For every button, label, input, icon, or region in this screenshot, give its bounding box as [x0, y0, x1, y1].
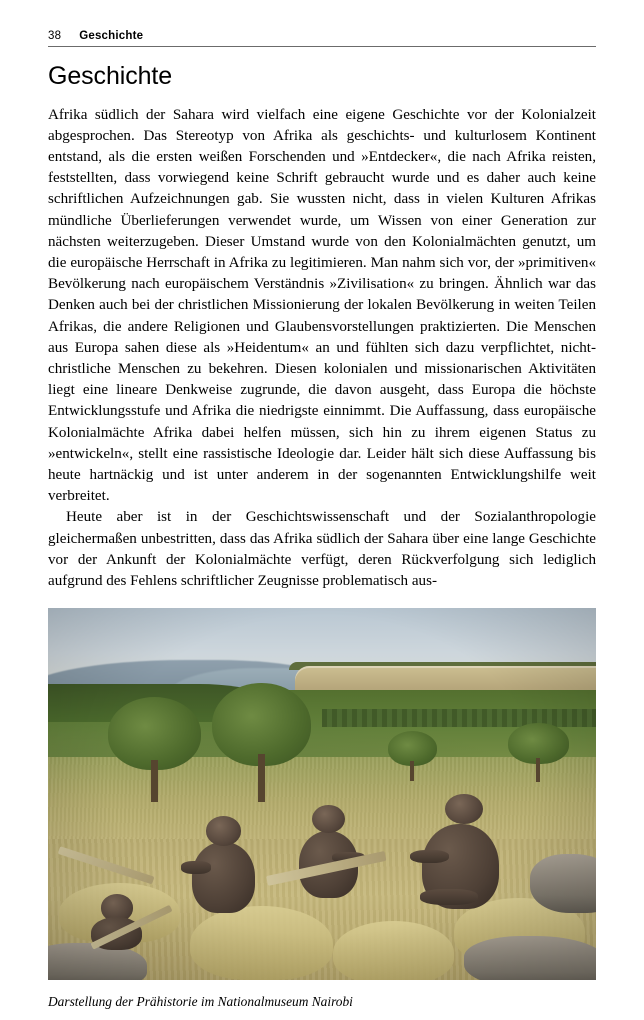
figure-caption: Darstellung der Prähistorie im Nationalmuseum Nairobi [48, 994, 353, 1010]
image-vignette [48, 608, 596, 980]
page-number: 38 [48, 30, 62, 42]
page-title: Geschichte [48, 62, 173, 90]
body-paragraph-2: Heute aber ist in der Geschichtswissenschaft und der Sozialanthropologie gleichermaßen unbestritten, dass das Afrika südlich der Sahara über eine lange Geschichte vor der Ankunft der Kolonialmächte verfügt, deren Rückverfolgung sich lediglich aufgrund des Fehlens schriftlicher Zeugnisse problematisch aus- [48, 509, 596, 589]
header-divider [48, 46, 596, 47]
running-head [48, 0, 596, 42]
figure-image [48, 608, 596, 980]
body-paragraph-1: Afrika südlich der Sahara wird vielfach eine eigene Geschichte vor der Kolonialzeit abgesprochen. Das Stereotyp von Afrika als geschichts- und kulturlosem Kontinent entstand, als die ersten weißen Forschenden und »Entdecker«, die nach Afrika reisten, feststellten, dass vorwiegend keine Schrift gebraucht wurde und es daher auch keine schriftlichen Aufzeichnungen gab. Sie wussten nicht, dass in vielen Kulturen Afrikas mündliche Überlieferungen verwendet wurde, um Wissen von einer Generation zur nächsten weiterzugeben. Dieser Umstand wurde von den Kolonialmächten genutzt, um die europäische Herrschaft in Afrika zu legitimieren. Man nahm sich vor, der »primitiven« Bevölkerung nach europäischem Verständnis »Zivilisation« zu bringen. Ähnlich war das Denken auch bei der christlichen Missionierung der lokalen Bevölkerung in weiten Teilen Afrikas, die andere Religionen und Glaubensvorstellungen praktizierten. Die Menschen aus Europa sahen diese als »Heidentum« an und fühlten sich dazu verpflichtet, nicht-christliche Menschen zu bekehren. Diesen kolonialen und missionarischen Aktivitäten liegt eine lineare Denkweise zugrunde, die davon ausgeht, dass Europa die höchste Entwicklungsstufe und Afrika die niedrigste einnimmt. Die Auffassung, dass europäische Kolonialmächte Afrika dabei helfen müssen, sich hin zu ihrem eigenen Status zu »entwickeln«, stellt eine rassistische Ideologie dar. Leider hält sich diese Auffassung bis heute hartnäckig und ist unter anderem in der sogenannten Entwicklungshilfe weit verbreitet. [48, 106, 596, 505]
figure [48, 608, 596, 1011]
running-head-section: Geschichte [79, 30, 144, 42]
